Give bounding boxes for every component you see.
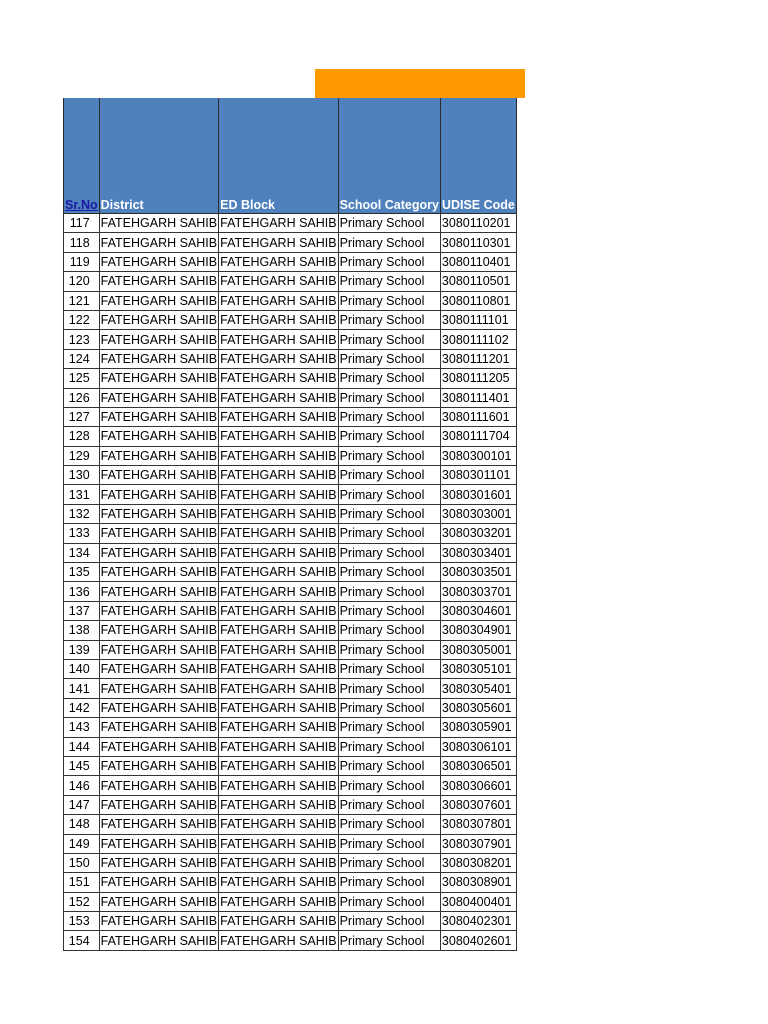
table-row [64, 214, 517, 233]
cell-school-category[interactable]: Primary School [338, 291, 440, 310]
cell-udise-code[interactable]: 3080300101 [440, 446, 516, 465]
table-row [64, 407, 517, 426]
cell-ed-block[interactable]: FATEHGARH SAHIB [219, 310, 338, 329]
cell-ed-block[interactable]: FATEHGARH SAHIB [219, 698, 338, 717]
cell-district[interactable]: FATEHGARH SAHIB [99, 931, 218, 950]
cell-district[interactable]: FATEHGARH SAHIB [99, 349, 218, 368]
table-row [64, 349, 517, 368]
table-row [64, 582, 517, 601]
cell-district[interactable]: FATEHGARH SAHIB [99, 504, 218, 523]
cell-school-category[interactable]: Primary School [338, 737, 440, 756]
cell-sr-no[interactable]: 151 [64, 873, 100, 892]
cell-district[interactable]: FATEHGARH SAHIB [99, 659, 218, 678]
cell-school-category[interactable]: Primary School [338, 330, 440, 349]
table-row [64, 931, 517, 950]
table-row [64, 795, 517, 814]
table-row [64, 291, 517, 310]
cell-ed-block[interactable]: FATEHGARH SAHIB [219, 679, 338, 698]
cell-udise-code[interactable]: 3080110801 [440, 291, 516, 310]
cell-udise-code[interactable]: 3080110201 [440, 214, 516, 233]
cell-school-category[interactable]: Primary School [338, 698, 440, 717]
cell-ed-block[interactable]: FATEHGARH SAHIB [219, 407, 338, 426]
cell-district[interactable]: FATEHGARH SAHIB [99, 485, 218, 504]
cell-udise-code[interactable]: 3080303401 [440, 543, 516, 562]
cell-school-category[interactable]: Primary School [338, 601, 440, 620]
table-body [64, 214, 517, 951]
cell-udise-code[interactable]: 3080304901 [440, 621, 516, 640]
cell-sr-no[interactable]: 122 [64, 310, 100, 329]
cell-school-category[interactable]: Primary School [338, 912, 440, 931]
cell-ed-block[interactable]: FATEHGARH SAHIB [219, 543, 338, 562]
header-school-category: School Category [338, 98, 440, 214]
cell-ed-block[interactable]: FATEHGARH SAHIB [219, 873, 338, 892]
cell-sr-no[interactable]: 143 [64, 718, 100, 737]
cell-ed-block[interactable]: FATEHGARH SAHIB [219, 718, 338, 737]
table-row [64, 310, 517, 329]
cell-sr-no[interactable]: 146 [64, 776, 100, 795]
cell-ed-block[interactable]: FATEHGARH SAHIB [219, 659, 338, 678]
cell-ed-block[interactable]: FATEHGARH SAHIB [219, 272, 338, 291]
cell-school-category[interactable]: Primary School [338, 214, 440, 233]
cell-ed-block[interactable]: FATEHGARH SAHIB [219, 815, 338, 834]
cell-district[interactable]: FATEHGARH SAHIB [99, 892, 218, 911]
cell-district[interactable]: FATEHGARH SAHIB [99, 640, 218, 659]
cell-school-category[interactable]: Primary School [338, 679, 440, 698]
cell-udise-code[interactable]: 3080301601 [440, 485, 516, 504]
cell-district[interactable]: FATEHGARH SAHIB [99, 466, 218, 485]
cell-district[interactable]: FATEHGARH SAHIB [99, 407, 218, 426]
cell-sr-no[interactable]: 142 [64, 698, 100, 717]
cell-udise-code[interactable]: 3080303501 [440, 563, 516, 582]
cell-udise-code[interactable]: 3080305101 [440, 659, 516, 678]
cell-sr-no[interactable]: 130 [64, 466, 100, 485]
cell-udise-code[interactable]: 3080111704 [440, 427, 516, 446]
cell-ed-block[interactable]: FATEHGARH SAHIB [219, 640, 338, 659]
cell-ed-block[interactable]: FATEHGARH SAHIB [219, 601, 338, 620]
cell-udise-code[interactable]: 3080110401 [440, 252, 516, 271]
cell-sr-no[interactable]: 125 [64, 369, 100, 388]
cell-district[interactable]: FATEHGARH SAHIB [99, 252, 218, 271]
cell-sr-no[interactable]: 138 [64, 621, 100, 640]
cell-ed-block[interactable]: FATEHGARH SAHIB [219, 504, 338, 523]
cell-school-category[interactable]: Primary School [338, 369, 440, 388]
cell-school-category[interactable]: Primary School [338, 834, 440, 853]
cell-district[interactable]: FATEHGARH SAHIB [99, 698, 218, 717]
cell-ed-block[interactable]: FATEHGARH SAHIB [219, 834, 338, 853]
table-row [64, 524, 517, 543]
table-row [64, 679, 517, 698]
cell-district[interactable]: FATEHGARH SAHIB [99, 873, 218, 892]
cell-sr-no[interactable]: 129 [64, 446, 100, 465]
cell-district[interactable]: FATEHGARH SAHIB [99, 233, 218, 252]
table-row [64, 698, 517, 717]
table-row [64, 873, 517, 892]
cell-sr-no[interactable]: 128 [64, 427, 100, 446]
cell-ed-block[interactable]: FATEHGARH SAHIB [219, 330, 338, 349]
cell-sr-no[interactable]: 137 [64, 601, 100, 620]
table-row [64, 640, 517, 659]
cell-district[interactable]: FATEHGARH SAHIB [99, 272, 218, 291]
table-row [64, 563, 517, 582]
header-srno-link[interactable]: Sr.No [64, 98, 100, 214]
cell-ed-block[interactable]: FATEHGARH SAHIB [219, 853, 338, 872]
cell-sr-no[interactable]: 118 [64, 233, 100, 252]
cell-udise-code[interactable]: 3080307901 [440, 834, 516, 853]
cell-ed-block[interactable]: FATEHGARH SAHIB [219, 892, 338, 911]
cell-school-category[interactable]: Primary School [338, 543, 440, 562]
cell-school-category[interactable]: Primary School [338, 310, 440, 329]
cell-udise-code[interactable]: 3080308201 [440, 853, 516, 872]
cell-sr-no[interactable]: 154 [64, 931, 100, 950]
table-row [64, 485, 517, 504]
cell-district[interactable]: FATEHGARH SAHIB [99, 543, 218, 562]
cell-sr-no[interactable]: 121 [64, 291, 100, 310]
cell-school-category[interactable]: Primary School [338, 718, 440, 737]
cell-ed-block[interactable]: FATEHGARH SAHIB [219, 233, 338, 252]
cell-ed-block[interactable]: FATEHGARH SAHIB [219, 563, 338, 582]
cell-ed-block[interactable]: FATEHGARH SAHIB [219, 524, 338, 543]
cell-district[interactable]: FATEHGARH SAHIB [99, 853, 218, 872]
cell-udise-code[interactable]: 3080304601 [440, 601, 516, 620]
cell-udise-code[interactable]: 3080305901 [440, 718, 516, 737]
table-row [64, 543, 517, 562]
cell-district[interactable]: FATEHGARH SAHIB [99, 737, 218, 756]
cell-school-category[interactable]: Primary School [338, 931, 440, 950]
cell-udise-code[interactable]: 3080110301 [440, 233, 516, 252]
cell-ed-block[interactable]: FATEHGARH SAHIB [219, 795, 338, 814]
cell-sr-no[interactable]: 126 [64, 388, 100, 407]
cell-sr-no[interactable]: 139 [64, 640, 100, 659]
cell-sr-no[interactable]: 131 [64, 485, 100, 504]
cell-ed-block[interactable]: FATEHGARH SAHIB [219, 252, 338, 271]
header-district: District [99, 98, 218, 214]
cell-school-category[interactable]: Primary School [338, 756, 440, 775]
cell-udise-code[interactable]: 3080111201 [440, 349, 516, 368]
cell-district[interactable]: FATEHGARH SAHIB [99, 214, 218, 233]
cell-district[interactable]: FATEHGARH SAHIB [99, 795, 218, 814]
cell-school-category[interactable]: Primary School [338, 485, 440, 504]
cell-sr-no[interactable]: 133 [64, 524, 100, 543]
cell-ed-block[interactable]: FATEHGARH SAHIB [219, 466, 338, 485]
cell-sr-no[interactable]: 124 [64, 349, 100, 368]
cell-district[interactable]: FATEHGARH SAHIB [99, 524, 218, 543]
table-row [64, 252, 517, 271]
table-row [64, 815, 517, 834]
cell-udise-code[interactable]: 3080400401 [440, 892, 516, 911]
cell-sr-no[interactable]: 140 [64, 659, 100, 678]
cell-sr-no[interactable]: 152 [64, 892, 100, 911]
table-row [64, 272, 517, 291]
cell-udise-code[interactable]: 3080307801 [440, 815, 516, 834]
cell-district[interactable]: FATEHGARH SAHIB [99, 310, 218, 329]
cell-school-category[interactable]: Primary School [338, 853, 440, 872]
cell-district[interactable]: FATEHGARH SAHIB [99, 369, 218, 388]
cell-district[interactable]: FATEHGARH SAHIB [99, 621, 218, 640]
cell-district[interactable]: FATEHGARH SAHIB [99, 330, 218, 349]
cell-udise-code[interactable]: 3080402601 [440, 931, 516, 950]
cell-ed-block[interactable]: FATEHGARH SAHIB [219, 931, 338, 950]
cell-udise-code[interactable]: 3080111205 [440, 369, 516, 388]
cell-district[interactable]: FATEHGARH SAHIB [99, 912, 218, 931]
cell-school-category[interactable]: Primary School [338, 466, 440, 485]
cell-sr-no[interactable]: 127 [64, 407, 100, 426]
cell-sr-no[interactable]: 153 [64, 912, 100, 931]
cell-school-category[interactable]: Primary School [338, 563, 440, 582]
table-row [64, 737, 517, 756]
cell-udise-code[interactable]: 3080111601 [440, 407, 516, 426]
cell-udise-code[interactable]: 3080111102 [440, 330, 516, 349]
cell-udise-code[interactable]: 3080306501 [440, 756, 516, 775]
table-row [64, 446, 517, 465]
cell-district[interactable]: FATEHGARH SAHIB [99, 601, 218, 620]
table-row [64, 892, 517, 911]
cell-ed-block[interactable]: FATEHGARH SAHIB [219, 621, 338, 640]
cell-sr-no[interactable]: 134 [64, 543, 100, 562]
table-row [64, 388, 517, 407]
cell-udise-code[interactable]: 3080111401 [440, 388, 516, 407]
cell-school-category[interactable]: Primary School [338, 582, 440, 601]
cell-district[interactable]: FATEHGARH SAHIB [99, 834, 218, 853]
cell-udise-code[interactable]: 3080305601 [440, 698, 516, 717]
cell-sr-no[interactable]: 136 [64, 582, 100, 601]
cell-school-category[interactable]: Primary School [338, 892, 440, 911]
header-row [64, 98, 517, 214]
cell-district[interactable]: FATEHGARH SAHIB [99, 582, 218, 601]
cell-school-category[interactable]: Primary School [338, 776, 440, 795]
cell-school-category[interactable]: Primary School [338, 427, 440, 446]
cell-ed-block[interactable]: FATEHGARH SAHIB [219, 485, 338, 504]
cell-district[interactable]: FATEHGARH SAHIB [99, 446, 218, 465]
table-row [64, 427, 517, 446]
table-row [64, 834, 517, 853]
cell-school-category[interactable]: Primary School [338, 272, 440, 291]
table-row [64, 912, 517, 931]
cell-udise-code[interactable]: 3080301101 [440, 466, 516, 485]
cell-udise-code[interactable]: 3080305401 [440, 679, 516, 698]
cell-school-category[interactable]: Primary School [338, 388, 440, 407]
cell-udise-code[interactable]: 3080308901 [440, 873, 516, 892]
cell-ed-block[interactable]: FATEHGARH SAHIB [219, 349, 338, 368]
cell-district[interactable]: FATEHGARH SAHIB [99, 679, 218, 698]
table-row [64, 466, 517, 485]
cell-school-category[interactable]: Primary School [338, 659, 440, 678]
cell-ed-block[interactable]: FATEHGARH SAHIB [219, 737, 338, 756]
cell-udise-code[interactable]: 3080307601 [440, 795, 516, 814]
cell-sr-no[interactable]: 141 [64, 679, 100, 698]
table-row [64, 330, 517, 349]
cell-school-category[interactable]: Primary School [338, 873, 440, 892]
cell-school-category[interactable]: Primary School [338, 407, 440, 426]
cell-ed-block[interactable]: FATEHGARH SAHIB [219, 388, 338, 407]
cell-school-category[interactable]: Primary School [338, 252, 440, 271]
cell-ed-block[interactable]: FATEHGARH SAHIB [219, 291, 338, 310]
cell-sr-no[interactable]: 150 [64, 853, 100, 872]
cell-sr-no[interactable]: 147 [64, 795, 100, 814]
cell-school-category[interactable]: Primary School [338, 446, 440, 465]
header-udise-code: UDISE Code [440, 98, 516, 214]
cell-district[interactable]: FATEHGARH SAHIB [99, 718, 218, 737]
cell-udise-code[interactable]: 3080303001 [440, 504, 516, 523]
cell-ed-block[interactable]: FATEHGARH SAHIB [219, 776, 338, 795]
cell-sr-no[interactable]: 145 [64, 756, 100, 775]
table-row [64, 621, 517, 640]
cell-district[interactable]: FATEHGARH SAHIB [99, 427, 218, 446]
cell-udise-code[interactable]: 3080111101 [440, 310, 516, 329]
cell-sr-no[interactable]: 119 [64, 252, 100, 271]
cell-udise-code[interactable]: 3080110501 [440, 272, 516, 291]
cell-udise-code[interactable]: 3080306101 [440, 737, 516, 756]
table-row [64, 659, 517, 678]
header-ed-block: ED Block [219, 98, 338, 214]
cell-school-category[interactable]: Primary School [338, 233, 440, 252]
cell-sr-no[interactable]: 135 [64, 563, 100, 582]
table-row [64, 504, 517, 523]
cell-district[interactable]: FATEHGARH SAHIB [99, 776, 218, 795]
cell-district[interactable]: FATEHGARH SAHIB [99, 563, 218, 582]
cell-ed-block[interactable]: FATEHGARH SAHIB [219, 214, 338, 233]
cell-school-category[interactable]: Primary School [338, 504, 440, 523]
cell-ed-block[interactable]: FATEHGARH SAHIB [219, 756, 338, 775]
cell-sr-no[interactable]: 120 [64, 272, 100, 291]
cell-sr-no[interactable]: 149 [64, 834, 100, 853]
cell-district[interactable]: FATEHGARH SAHIB [99, 388, 218, 407]
cell-ed-block[interactable]: FATEHGARH SAHIB [219, 582, 338, 601]
cell-sr-no[interactable]: 132 [64, 504, 100, 523]
cell-sr-no[interactable]: 148 [64, 815, 100, 834]
cell-ed-block[interactable]: FATEHGARH SAHIB [219, 369, 338, 388]
table-row [64, 369, 517, 388]
table-row [64, 233, 517, 252]
table-row [64, 601, 517, 620]
cell-district[interactable]: FATEHGARH SAHIB [99, 756, 218, 775]
schools-table [63, 98, 517, 951]
cell-udise-code[interactable]: 3080306601 [440, 776, 516, 795]
table-row [64, 776, 517, 795]
cell-ed-block[interactable]: FATEHGARH SAHIB [219, 912, 338, 931]
cell-sr-no[interactable]: 123 [64, 330, 100, 349]
cell-school-category[interactable]: Primary School [338, 621, 440, 640]
cell-ed-block[interactable]: FATEHGARH SAHIB [219, 446, 338, 465]
orange-header-band [315, 69, 525, 98]
cell-school-category[interactable]: Primary School [338, 349, 440, 368]
cell-school-category[interactable]: Primary School [338, 815, 440, 834]
cell-district[interactable]: FATEHGARH SAHIB [99, 291, 218, 310]
table-row [64, 853, 517, 872]
cell-school-category[interactable]: Primary School [338, 640, 440, 659]
cell-ed-block[interactable]: FATEHGARH SAHIB [219, 427, 338, 446]
table-row [64, 718, 517, 737]
table-row [64, 756, 517, 775]
cell-school-category[interactable]: Primary School [338, 795, 440, 814]
cell-sr-no[interactable]: 117 [64, 214, 100, 233]
cell-district[interactable]: FATEHGARH SAHIB [99, 815, 218, 834]
cell-udise-code[interactable]: 3080303701 [440, 582, 516, 601]
cell-school-category[interactable]: Primary School [338, 524, 440, 543]
cell-udise-code[interactable]: 3080402301 [440, 912, 516, 931]
cell-sr-no[interactable]: 144 [64, 737, 100, 756]
cell-udise-code[interactable]: 3080305001 [440, 640, 516, 659]
cell-udise-code[interactable]: 3080303201 [440, 524, 516, 543]
